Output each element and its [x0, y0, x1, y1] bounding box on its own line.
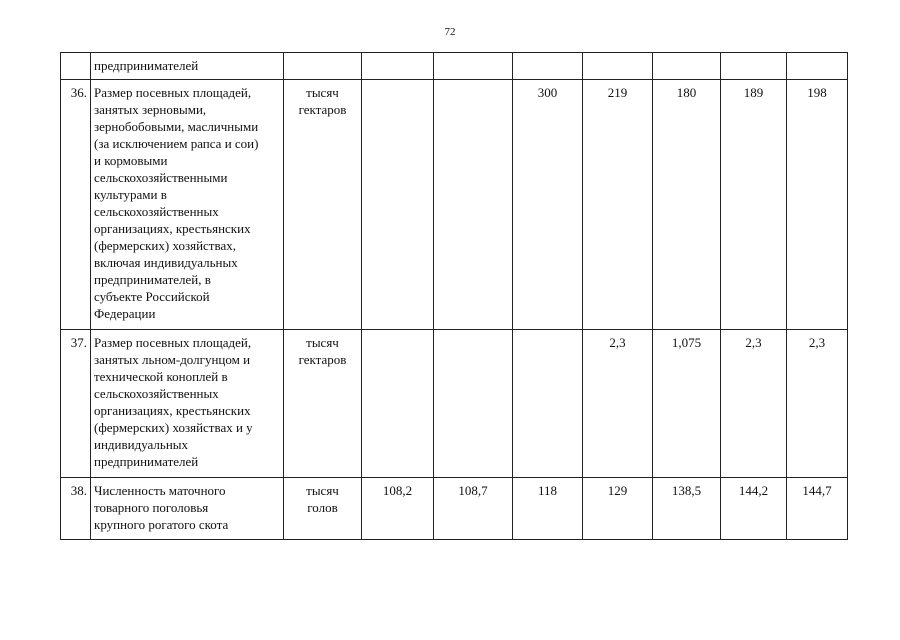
row-number: 36. — [61, 80, 91, 330]
value-cell — [653, 53, 721, 80]
description-line: Размер посевных площадей, — [94, 335, 252, 350]
description-line: (фермерских) хозяйствах и у — [94, 420, 253, 435]
description-line: предпринимателей — [94, 454, 199, 469]
description-line: предпринимателей, в — [94, 272, 211, 287]
table-row — [61, 80, 848, 330]
value-cell: 108,2 — [362, 478, 434, 540]
value-cell: 2,3 — [721, 330, 787, 478]
unit-line: тысяч — [306, 483, 339, 498]
table-body — [61, 53, 848, 540]
indicator-description — [91, 53, 284, 80]
unit-of-measure — [284, 53, 362, 80]
value-cell: 2,3 — [787, 330, 848, 478]
row-number — [61, 53, 91, 80]
description-line: Федерации — [94, 306, 156, 321]
unit-of-measure — [284, 80, 362, 330]
description-line: крупного рогатого скота — [94, 517, 229, 532]
description-line: индивидуальных — [94, 437, 189, 452]
value-cell: 300 — [513, 80, 583, 330]
value-cell — [513, 53, 583, 80]
row-number: 38. — [61, 478, 91, 540]
value-cell — [721, 53, 787, 80]
description-line: технической коноплей в — [94, 369, 228, 384]
value-cell: 108,7 — [434, 478, 513, 540]
unit-line: гектаров — [298, 102, 347, 117]
description-line: организациях, крестьянских — [94, 221, 251, 236]
description-line: зернобобовыми, масличными — [94, 119, 259, 134]
description-line: и кормовыми — [94, 153, 168, 168]
description-line: Размер посевных площадей, — [94, 85, 252, 100]
description-line: предпринимателей — [94, 58, 199, 73]
value-cell — [362, 80, 434, 330]
value-cell — [434, 80, 513, 330]
description-line: занятых льном-долгунцом и — [94, 352, 251, 367]
description-line: Численность маточного — [94, 483, 226, 498]
page-number: 72 — [444, 26, 456, 38]
value-cell: 198 — [787, 80, 848, 330]
unit-of-measure — [284, 478, 362, 540]
description-line: занятых зерновыми, — [94, 102, 207, 117]
value-cell: 1,075 — [653, 330, 721, 478]
description-line: организациях, крестьянских — [94, 403, 251, 418]
value-cell — [513, 330, 583, 478]
value-cell: 2,3 — [583, 330, 653, 478]
value-cell: 118 — [513, 478, 583, 540]
value-cell: 144,7 — [787, 478, 848, 540]
indicator-description — [91, 478, 284, 540]
description-line: товарного поголовья — [94, 500, 209, 515]
value-cell: 129 — [583, 478, 653, 540]
value-cell: 144,2 — [721, 478, 787, 540]
description-line: сельскохозяйственных — [94, 386, 219, 401]
value-cell — [583, 53, 653, 80]
table-row — [61, 478, 848, 540]
description-line: сельскохозяйственными — [94, 170, 228, 185]
row-number: 37. — [61, 330, 91, 478]
description-line: субъекте Российской — [94, 289, 210, 304]
value-cell — [787, 53, 848, 80]
indicators-table — [60, 52, 848, 540]
unit-line: тысяч — [306, 335, 339, 350]
value-cell — [362, 53, 434, 80]
description-line: культурами в — [94, 187, 167, 202]
value-cell: 189 — [721, 80, 787, 330]
description-line: сельскохозяйственных — [94, 204, 219, 219]
unit-line: гектаров — [298, 352, 347, 367]
value-cell: 219 — [583, 80, 653, 330]
description-line: включая индивидуальных — [94, 255, 238, 270]
value-cell — [434, 53, 513, 80]
table-row — [61, 53, 848, 80]
value-cell: 138,5 — [653, 478, 721, 540]
unit-of-measure — [284, 330, 362, 478]
table-row — [61, 330, 848, 478]
unit-line: голов — [307, 500, 338, 515]
indicator-description — [91, 80, 284, 330]
description-line: (за исключением рапса и сои) — [94, 136, 259, 151]
value-cell: 180 — [653, 80, 721, 330]
value-cell — [434, 330, 513, 478]
description-line: (фермерских) хозяйствах, — [94, 238, 236, 253]
indicator-description — [91, 330, 284, 478]
value-cell — [362, 330, 434, 478]
unit-line: тысяч — [306, 85, 339, 100]
